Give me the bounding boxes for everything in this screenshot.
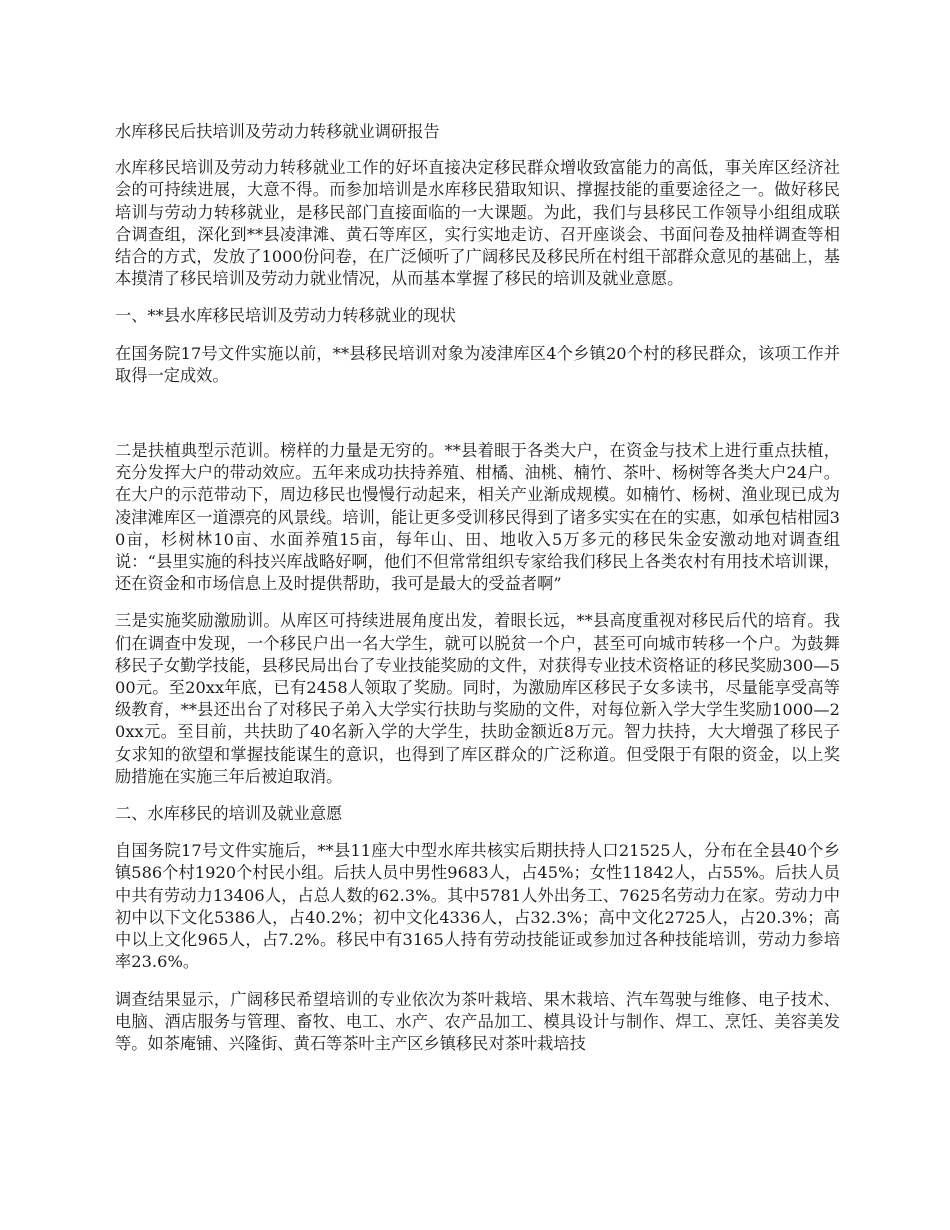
- section-2-heading: 二、水库移民的培训及就业意愿: [115, 804, 343, 824]
- report-title: 水库移民后扶培训及劳动力转移就业调研报告: [115, 122, 440, 141]
- section-1-heading: 一、**县水库移民培训及劳动力转移就业的现状: [115, 306, 457, 326]
- report-page: [115, 121, 840, 1070]
- section-1-paragraph-3: 三是实施奖励激励训。从库区可持续进展角度出发，着眼长远，**县高度重视对移民后代的培育。我们在调查中发现，一个移民户出一名大学生，就可以脱贫一个户，甚至可向城市转移一个户。为鼓舞移民子女勤学技能，县移民局出台了专业技能奖励的文件，对获得专业技术资格证的移民奖励300—500元。至20xx年底，已有2458人领取了奖励。同时，为激励库区移民子女多读书，尽量能享受高等级教育，**县还出台了对移民子弟入大学实行扶助与奖励的文件，对每位新入学大学生奖励1000—20xx元。至目前，共扶助了40名新入学的大学生，扶助金额近8万元。智力扶持，大大增强了移民子女求知的欲望和掌握技能谋生的意识，也得到了库区群众的广泛称道。但受限于有限的资金，以上奖励措施在实施三年后被迫取消。: [115, 611, 840, 786]
- blank-gap: [115, 402, 840, 440]
- section-1-paragraph-1: 在国务院17号文件实施以前，**县移民培训对象为凌津库区4个乡镇20个村的移民群众，该项工作并取得一定成效。: [115, 343, 840, 385]
- intro-paragraph: 水库移民培训及劳动力转移就业工作的好坏直接决定移民群众增收致富能力的高低，事关库区经济社会的可持续进展，大意不得。而参加培训是水库移民猎取知识、撑握技能的重要途径之一。做好移民培训与劳动力转移就业，是移民部门直接面临的一大课题。为此，我们与县移民工作领导小组组成联合调查组，深化到**县凌津滩、黄石等库区，实行实地走访、召开座谈会、书面问卷及抽样调查等相结合的方式，发放了1000份问卷，在广泛倾听了广阔移民及移民所在村组干部群众意见的基础上，基本摸清了移民培训及劳动力就业情况，从而基本掌握了移民的培训及就业意愿。: [115, 158, 840, 289]
- section-2-paragraph-1: 自国务院17号文件实施后，**县11座大中型水库共核实后期扶持人口21525人，分布在全县40个乡镇586个村1920个村民小组。后扶人员中男性9683人，占45%；女性11842人，占55%。后扶人员中共有劳动力13406人，占总人数的62.3%。其中5781人外出务工、7625名劳动力在家。劳动力中初中以下文化5386人，占40.2%；初中文化4336人，占32.3%；高中文化2725人，占20.3%；高中以上文化965人，占7.2%。移民中有3165人持有劳动技能证或参加过各种技能培训，劳动力参培率23.6%。: [115, 841, 840, 972]
- section-2-paragraph-2: 调查结果显示，广阔移民希望培训的专业依次为茶叶栽培、果木栽培、汽车驾驶与维修、电子技术、电脑、酒店服务与管理、畜牧、电工、水产、农产品加工、模具设计与制作、焊工、烹饪、美容美发等。如茶庵铺、兴隆街、黄石等茶叶主产区乡镇移民对茶叶栽培技: [115, 989, 840, 1053]
- section-1-paragraph-2: 二是扶植典型示范训。榜样的力量是无穷的。**县着眼于各类大户，在资金与技术上进行重点扶植，充分发挥大户的带动效应。五年来成功扶持养殖、柑橘、油桃、楠竹、茶叶、杨树等各类大户24户。在大户的示范带动下，周边移民也慢慢行动起来，相关产业渐成规模。如楠竹、杨树、渔业现已成为凌津滩库区一道漂亮的风景线。培训，能让更多受训移民得到了诸多实实在在的实惠，如承包桔柑园30亩，杉树林10亩、水面养殖15亩，每年山、田、地收入5万多元的移民朱金安激动地对调查组说：“县里实施的科技兴库战略好啊，他们不但常常组织专家给我们移民上各类农村有用技术培训课，还在资金和市场信息上及时提供帮助，我可是最大的受益者啊”: [115, 441, 840, 594]
